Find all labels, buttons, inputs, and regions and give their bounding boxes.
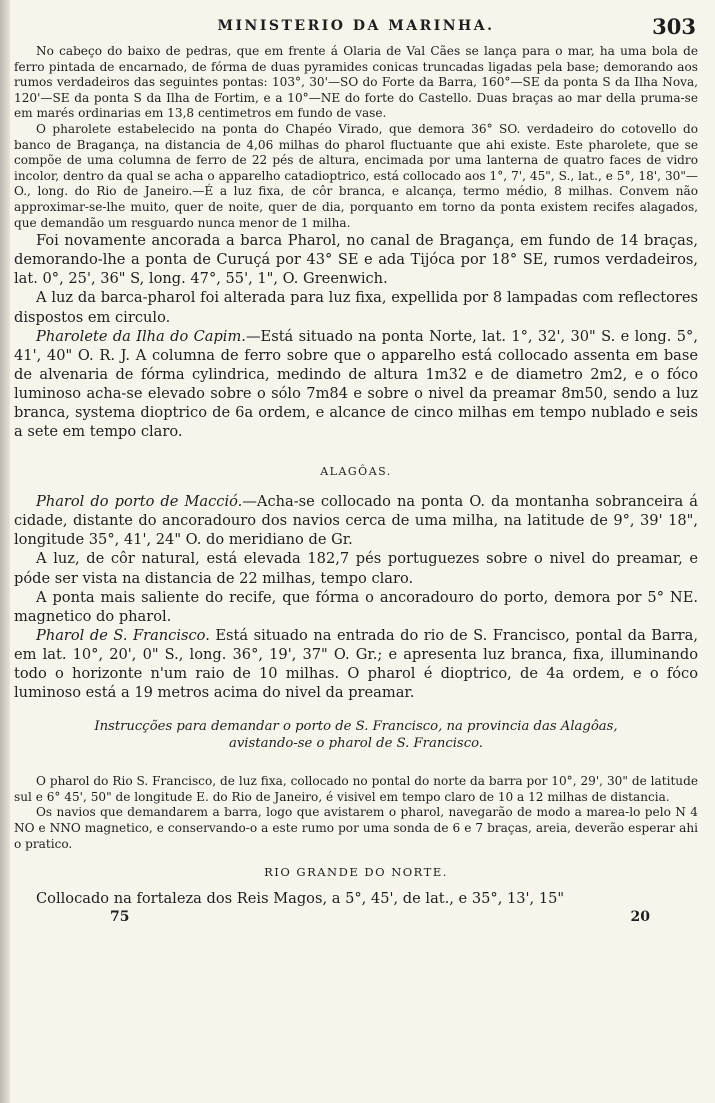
paragraph-reis-magos: Collocado na fortaleza dos Reis Magos, a 5°, 45', de lat., e 35°, 13', 15" <box>36 890 565 908</box>
entry-title-maccio: Pharol do porto de Macció. <box>36 493 243 511</box>
page-number: 303 <box>652 14 696 39</box>
section-title-rio-grande-do-norte: RIO GRANDE DO NORTE. <box>264 865 448 880</box>
instructions-heading-line-1: Instrucções para demandar o porto de S. Francisco, na provincia das Alagôas, <box>94 719 618 735</box>
running-head: MINISTERIO DA MARINHA. <box>217 18 495 34</box>
page-gutter-shadow <box>0 0 10 1103</box>
page-header <box>14 14 698 44</box>
paragraph-pharol-maccio <box>14 492 698 549</box>
signature-mark: 75 <box>110 909 130 926</box>
instructions-heading-line-2: avistando-se o pharol de S. Francisco. <box>229 736 483 752</box>
document-page <box>14 14 698 931</box>
paragraph-recife: A ponta mais saliente do recife, que fórma o ancoradouro do porto, demora por 5° NE. magnetico do pharol. <box>14 588 698 625</box>
sheet-number: 20 <box>630 909 650 926</box>
entry-text-s-francisco: Está situado na entrada do rio de S. Francisco, pontal da Barra, em lat. 10°, 20', 0" S., long. 36°, 19', 37" O. Gr.; e apresenta luz branca, fixa, illuminando todo o horizonte n'um raio de 10 milhas. O pharol é dioptrico, de 4a ordem, e o fóco luminoso está a 19 metros acima do nivel da preamar. <box>14 626 698 702</box>
paragraph-ilha-do-capim <box>14 327 698 442</box>
page-footer <box>14 909 698 931</box>
entry-title-s-francisco: Pharol de S. Francisco. <box>36 626 210 644</box>
paragraph-pharolete-chapeo-virado: O pharolete estabelecido na ponta do Chapéo Virado, que demora 36° SO. verdadeiro do cotovello do banco de Bragança, na distancia de 4,06 milhas do pharol fluctuante que ahi existe. Este pharolete, que se compõe de uma columna de ferro de 22 pés de altura, encimada por uma lanterna de quatro faces de vidro incolor, dentro da qual se acha o apparelho catadioptrico, está collocado aos 1°, 7', 45", S., lat., e 5°, 18', 30"— O., long. do Rio de Janeiro.—É a luz fixa, de côr branca, e alcança, termo médio, 8 milhas. Convem não approximar-se-lhe muito, quer de noite, quer de dia, porquanto em torno da ponta existem recifes alagados, que demandão um resguardo nunca menor de 1 milha. <box>14 121 698 230</box>
paragraph-rio-s-francisco: O pharol do Rio S. Francisco, de luz fixa, collocado no pontal do norte da barra por 10°, 29', 30" de latitude sul e 6° 45', 50" de longitude E. do Rio de Janeiro, é visivel em tempo claro de 10 a 12 milhas de distancia. <box>14 774 698 804</box>
instructions-heading <box>14 718 698 752</box>
paragraph-luz-barca: A luz da barca-pharol foi alterada para luz fixa, expellida por 8 lampadas com reflectores dispostos em circulo. <box>14 289 698 326</box>
entry-text-ilha-do-capim: —Está situado na ponta Norte, lat. 1°, 32', 30" S. e long. 5°, 41', 40" O. R. J. A columna de ferro sobre que o apparelho está collocado assenta em base de alvenaria de fórma cylindrica, medindo de altura 1m32 e de diametro 2m2, e o fóco luminoso acha-se elevado sobre o sólo 7m84 e sobre o nivel da preamar 8m50, sendo a luz branca, systema dioptrico de 6a ordem, e alcance de cinco milhas em tempo nublado e seis a sete em tempo claro. <box>14 327 698 441</box>
section-title-alagoas: ALAGÔAS. <box>320 465 392 479</box>
paragraph-bola-de-ferro: No cabeço do baixo de pedras, que em frente á Olaria de Val Cães se lança para o mar, ha uma bola de ferro pintada de encarnado, de fórma de duas pyramides conicas truncadas ligadas pela base; demorando aos rumos verdadeiros das seguintes pontas: 103°, 30'—SO do Forte da Barra, 160°—SE da ponta S da Ilha Nova, 120'—SE da ponta S da Ilha de Fortim, e a 10°—NE do forte do Castello. Duas braças ao mar della pruma-se em marés ordinarias em 13,8 centimetros em fundo de vase. <box>14 44 698 121</box>
paragraph-navios: Os navios que demandarem a barra, logo que avistarem o pharol, navegarão de modo a marea-lo pelo N 4 NO e NNO magnetico, e conservando-o a este rumo por uma sonda de 6 e 7 braças, areia, deverão esperar ahi o pratico. <box>14 805 698 851</box>
paragraph-luz-maccio: A luz, de côr natural, está elevada 182,7 pés portuguezes sobre o nivel do preamar, e póde ser vista na distancia de 22 milhas, tempo claro. <box>14 550 698 587</box>
entry-text-maccio: —Acha-se collocado na ponta O. da montanha sobranceira á cidade, distante do ancoradouro dos navios cerca de uma milha, na latitude de 9°, 39' 18", longitude 35°, 41', 24" O. do meridiano de Gr. <box>14 493 699 549</box>
entry-title-ilha-do-capim: Pharolete da Ilha do Capim. <box>36 327 246 345</box>
paragraph-barca-pharol: Foi novamente ancorada a barca Pharol, no canal de Bragança, em fundo de 14 braças, demorando-lhe a ponta de Curuçá por 43° SE e ada Tijóca por 18° SE, rumos verdadeiros, lat. 0°, 25', 36" S, long. 47°, 55', 1", O. Greenwich. <box>14 232 698 288</box>
paragraph-pharol-s-francisco <box>14 626 698 702</box>
